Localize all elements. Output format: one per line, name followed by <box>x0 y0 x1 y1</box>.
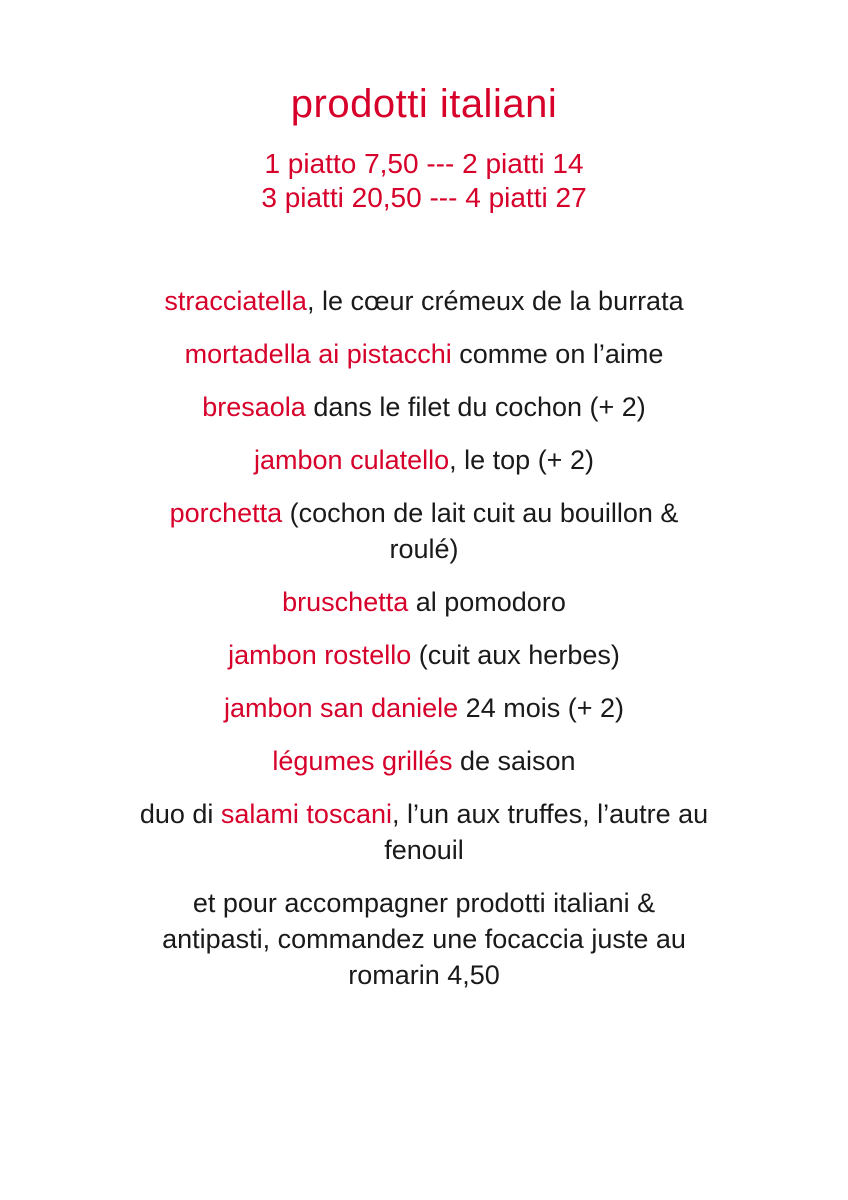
item-prefix: duo di <box>139 799 221 829</box>
item-name: porchetta <box>169 498 283 528</box>
menu-item <box>60 389 788 425</box>
menu-item <box>60 442 788 478</box>
item-name: jambon rostello <box>228 640 412 670</box>
item-name: légumes grillés <box>272 746 453 776</box>
price-list <box>60 147 788 215</box>
item-name: jambon san daniele <box>224 693 459 723</box>
item-description: 24 mois (+ 2) <box>458 693 624 723</box>
page-title: prodotti italiani <box>290 82 558 126</box>
menu-item <box>60 336 788 372</box>
item-description: , le top (+ 2) <box>449 445 594 475</box>
menu-items <box>60 283 788 1010</box>
footer-note: et pour accompagner prodotti italiani & antipasti, commandez une focaccia juste au romarin 4,50 <box>162 888 686 990</box>
item-description: al pomodoro <box>408 587 566 617</box>
item-name: bruschetta <box>282 587 409 617</box>
price-line: 3 piatti 20,50 --- 4 piatti 27 <box>261 182 587 213</box>
item-name: salami toscani <box>220 799 392 829</box>
menu-item <box>60 796 788 868</box>
menu-item <box>60 637 788 673</box>
item-name: jambon culatello <box>254 445 450 475</box>
menu-item <box>60 584 788 620</box>
item-name: stracciatella <box>164 286 307 316</box>
item-description: de saison <box>452 746 576 776</box>
menu-item <box>60 495 788 567</box>
item-description: dans le filet du cochon (+ 2) <box>305 392 646 422</box>
item-name: mortadella ai pistacchi <box>184 339 452 369</box>
menu-item <box>60 743 788 779</box>
item-description: (cuit aux herbes) <box>411 640 620 670</box>
item-description: (cochon de lait cuit au bouillon & roulé) <box>289 498 679 564</box>
item-description: , l’un aux truffes, l’autre au fenouil <box>384 799 709 865</box>
menu-item <box>60 690 788 726</box>
price-line: 1 piatto 7,50 --- 2 piatti 14 <box>264 148 584 179</box>
item-description: comme on l’aime <box>451 339 664 369</box>
menu-item <box>60 283 788 319</box>
item-name: bresaola <box>202 392 306 422</box>
item-description: , le cœur crémeux de la burrata <box>306 286 684 316</box>
